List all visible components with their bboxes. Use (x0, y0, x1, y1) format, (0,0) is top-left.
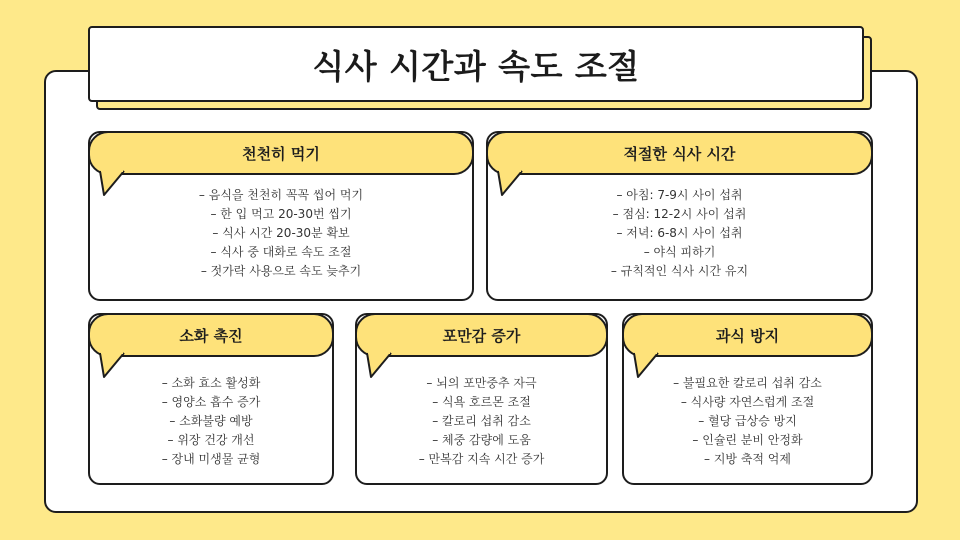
list-item: – 체중 감량에 도움 (432, 433, 531, 447)
card-list (357, 374, 606, 469)
card-list (90, 374, 332, 469)
list-item: – 식사 시간 20-30분 확보 (212, 226, 350, 240)
list-item: – 점심: 12-2시 사이 섭취 (612, 207, 747, 221)
card-heading: 포만감 증가 (442, 326, 521, 345)
list-item: – 뇌의 포만중추 자극 (426, 376, 537, 390)
list-item: – 불필요한 칼로리 섭취 감소 (673, 376, 822, 390)
list-item: – 혈당 급상승 방지 (698, 414, 797, 428)
list-item: – 소화불량 예방 (169, 414, 253, 428)
list-item: – 저녁: 6-8시 사이 섭취 (616, 226, 743, 240)
list-item: – 아침: 7-9시 사이 섭취 (616, 188, 743, 202)
card-header (355, 313, 608, 357)
list-item: – 인슐린 분비 안정화 (692, 433, 803, 447)
card-list (624, 374, 871, 469)
card-satiety (355, 313, 608, 485)
card-list (90, 186, 472, 281)
list-item: – 젓가락 사용으로 속도 늦추기 (200, 264, 362, 278)
card-heading: 과식 방지 (715, 326, 780, 345)
list-item: – 음식을 천천히 꼭꼭 씹어 먹기 (198, 188, 364, 202)
card-header (88, 131, 474, 175)
card-header (622, 313, 873, 357)
list-item: – 위장 건강 개선 (167, 433, 255, 447)
card-list (488, 186, 871, 281)
card-overeating (622, 313, 873, 485)
card-meal-time (486, 131, 873, 301)
title-box (88, 26, 864, 102)
list-item: – 지방 축적 억제 (704, 452, 791, 466)
list-item: – 규칙적인 식사 시간 유지 (610, 264, 749, 278)
list-item: – 한 입 먹고 20-30번 씹기 (210, 207, 352, 221)
card-header (88, 313, 334, 357)
card-heading: 적절한 식사 시간 (623, 144, 736, 163)
card-digestion (88, 313, 334, 485)
page-title: 식사 시간과 속도 조절 (312, 46, 640, 86)
card-eat-slowly (88, 131, 474, 301)
list-item: – 칼로리 섭취 감소 (432, 414, 531, 428)
list-item: – 식사 중 대화로 속도 조절 (210, 245, 352, 259)
card-header (486, 131, 873, 175)
list-item: – 소화 효소 활성화 (161, 376, 261, 390)
card-heading: 소화 촉진 (179, 326, 243, 345)
list-item: – 식욕 호르몬 조절 (432, 395, 531, 409)
list-item: – 만복감 지속 시간 증가 (418, 452, 545, 466)
list-item: – 장내 미생물 균형 (161, 452, 261, 466)
list-item: – 야식 피하기 (643, 245, 716, 259)
list-item: – 식사량 자연스럽게 조절 (680, 395, 815, 409)
list-item: – 영양소 흡수 증가 (161, 395, 261, 409)
card-heading: 천천히 먹기 (242, 144, 320, 163)
